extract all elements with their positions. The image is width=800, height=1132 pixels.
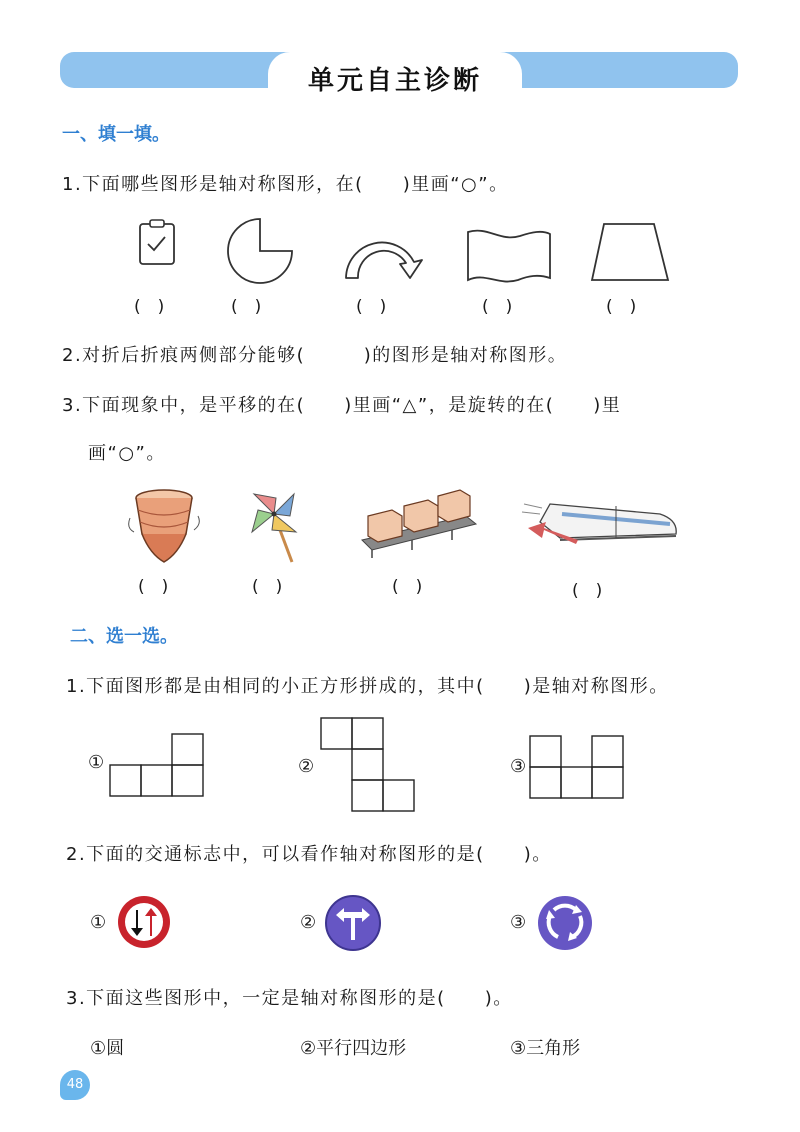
question-1-3-line1: 3.下面现象中，是平移的在( )里画“△”，是旋转的在( )里 [62,395,622,416]
question-1-3-line2: 画“○”。 [88,443,166,464]
roundabout-sign-icon [536,894,594,952]
question-2-1: 1.下面图形都是由相同的小正方形拼成的，其中( )是轴对称图形。 [66,676,669,697]
answer-blank[interactable]: ( ) [572,581,603,601]
option-circle[interactable]: ①圆 [90,1038,125,1059]
answer-blank[interactable]: ( ) [138,577,169,597]
curved-arrow-icon [344,234,424,280]
trapezoid-icon [590,222,670,282]
question-1-2: 2.对折后折痕两侧部分能够( )的图形是轴对称图形。 [62,345,568,366]
option-label[interactable]: ① [90,912,107,933]
square-figure-3 [528,734,626,798]
conveyor-boxes-icon [362,488,476,560]
answer-blank[interactable]: ( ) [134,297,165,317]
answer-blank[interactable]: ( ) [606,297,637,317]
section-heading-fill: 一、填一填。 [62,124,170,145]
square-figure-1 [108,732,204,796]
wavy-flag-icon [466,226,552,284]
option-label[interactable]: ① [88,752,105,773]
no-priority-sign-icon [116,894,172,950]
train-icon [520,494,680,554]
page-title: 单元自主诊断 [307,66,482,96]
option-parallelogram[interactable]: ②平行四边形 [300,1038,407,1059]
option-label[interactable]: ② [298,756,315,777]
spinning-top-icon [128,488,200,564]
option-label[interactable]: ③ [510,756,527,777]
answer-blank[interactable]: ( ) [231,297,262,317]
square-figure-2 [320,716,416,812]
option-label[interactable]: ② [300,912,317,933]
answer-blank[interactable]: ( ) [482,297,513,317]
answer-blank[interactable]: ( ) [392,577,423,597]
pinwheel-icon [246,486,302,564]
question-1-1: 1.下面哪些图形是轴对称图形，在( )里画“○”。 [62,174,509,195]
question-2-2: 2.下面的交通标志中，可以看作轴对称图形的是( )。 [66,844,552,865]
option-label[interactable]: ③ [510,912,527,933]
section-heading-choose: 二、选一选。 [70,626,178,647]
option-triangle[interactable]: ③三角形 [510,1038,581,1059]
answer-blank[interactable]: ( ) [356,297,387,317]
three-quarter-circle-icon [226,218,296,284]
clipboard-icon [138,220,178,266]
left-right-turn-sign-icon [324,894,382,952]
page-number: 48 [60,1070,90,1100]
answer-blank[interactable]: ( ) [252,577,283,597]
question-2-3: 3.下面这些图形中，一定是轴对称图形的是( )。 [66,988,513,1009]
